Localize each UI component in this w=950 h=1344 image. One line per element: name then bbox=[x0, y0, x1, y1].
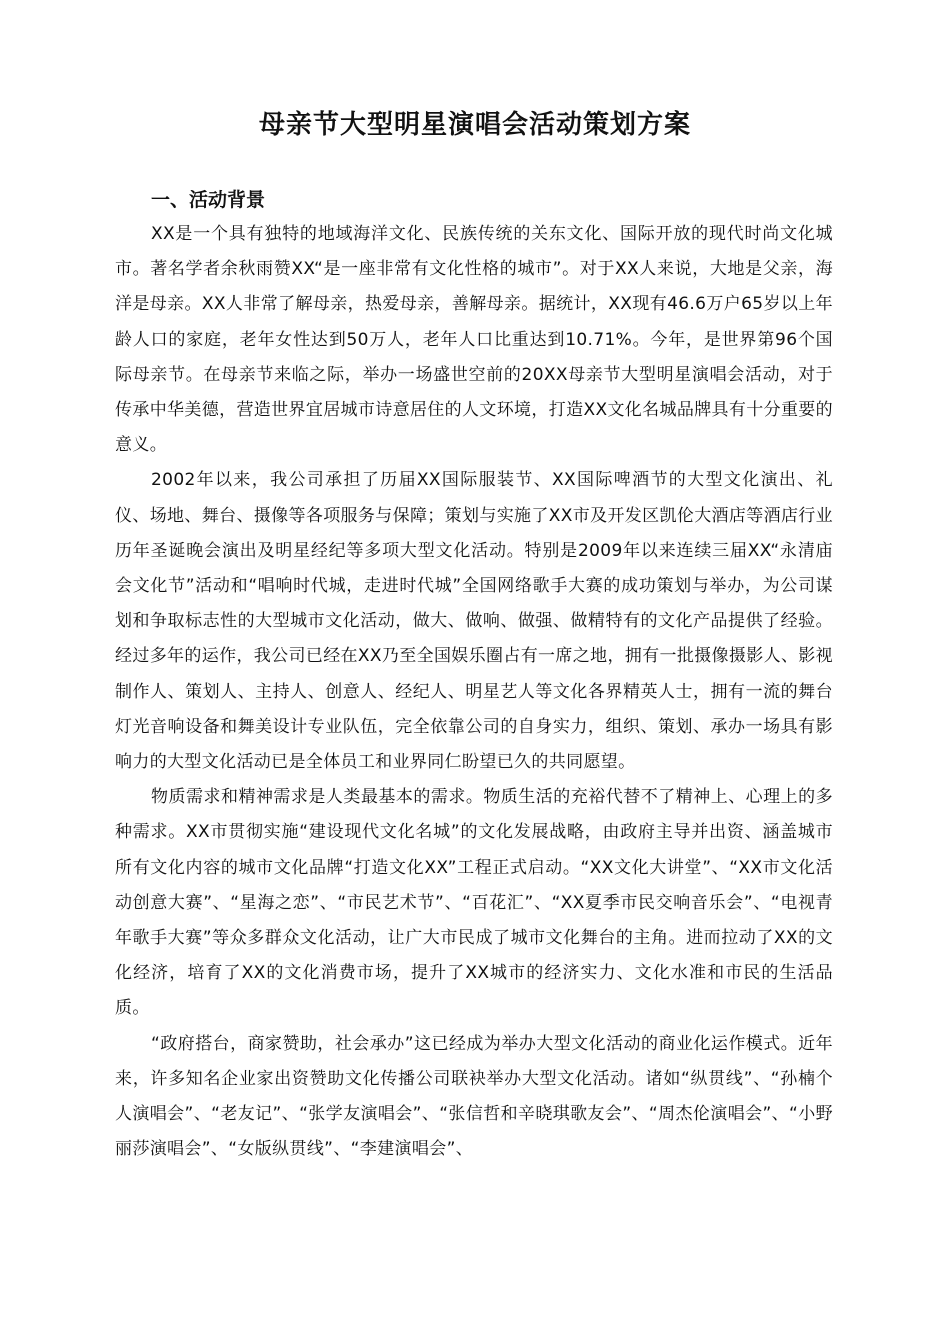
section-heading: 一、活动背景 bbox=[151, 189, 266, 211]
paragraph-background-2: 2002年以来，我公司承担了历届XX国际服装节、XX国际啤酒节的大型文化演出、礼仪、场地、舞台、摄像等各项服务与保障；策划与实施了XX市及开发区凯伦大酒店等酒店行业历年圣诞晚会演出及明星经纪等多项大型文化活动。特别是2009年以来连续三届XX“永清庙会文化节”活动和“唱响时代城，走进时代城”全国网络歌手大赛的成功策划与举办，为公司谋划和争取标志性的大型城市文化活动，做大、做响、做强、做精特有的文化产品提供了经验。经过多年的运作，我公司已经在XX乃至全国娱乐圈占有一席之地，拥有一批摄像摄影人、影视制作人、策划人、主持人、创意人、经纪人、明星艺人等文化各界精英人士，拥有一流的舞台灯光音响设备和舞美设计专业队伍，完全依靠公司的自身实力，组织、策划、承办一场具有影响力的大型文化活动已是全体员工和业界同仁盼望已久的共同愿望。 bbox=[115, 470, 833, 773]
paragraph-background-1: XX是一个具有独特的地域海洋文化、民族传统的关东文化、国际开放的现代时尚文化城市。著名学者余秋雨赞XX“是一座非常有文化性格的城市”。对于XX人来说，大地是父亲，海洋是母亲。XX人非常了解母亲，热爱母亲，善解母亲。据统计，XX现有46.6万户65岁以上年龄人口的家庭，老年女性达到50万人，老年人口比重达到10.71%。今年，是世界第96个国际母亲节。在母亲节来临之际，举办一场盛世空前的20XX母亲节大型明星演唱会活动，对于传承中华美德，营造世界宜居城市诗意居住的人文环境，打造XX文化名城品牌具有十分重要的意义。 bbox=[115, 224, 833, 456]
document-body bbox=[115, 187, 833, 1167]
paragraph-background-4: “政府搭台，商家赞助，社会承办”这已经成为举办大型文化活动的商业化运作模式。近年来，许多知名企业家出资赞助文化传播公司联袂举办大型文化活动。诸如“纵贯线”、“孙楠个人演唱会”、“老友记”、“张学友演唱会”、“张信哲和辛晓琪歌友会”、“周杰伦演唱会”、“小野丽莎演唱会”、“女版纵贯线”、“李建演唱会”、 bbox=[115, 1033, 833, 1160]
document-title: 母亲节大型明星演唱会活动策划方案 bbox=[258, 110, 691, 140]
paragraph-background-3: 物质需求和精神需求是人类最基本的需求。物质生活的充裕代替不了精神上、心理上的多种需求。XX市贯彻实施“建设现代文化名城”的文化发展战略，由政府主导并出资、涵盖城市所有文化内容的城市文化品牌“打造文化XX”工程正式启动。“XX文化大讲堂”、“XX市文化活动创意大赛”、“星海之恋”、“市民艺术节”、“百花汇”、“XX夏季市民交响音乐会”、“电视青年歌手大赛”等众多群众文化活动，让广大市民成了城市文化舞台的主角。进而拉动了XX的文化经济，培育了XX的文化消费市场，提升了XX城市的经济实力、文化水准和市民的生活品质。 bbox=[115, 787, 833, 1019]
